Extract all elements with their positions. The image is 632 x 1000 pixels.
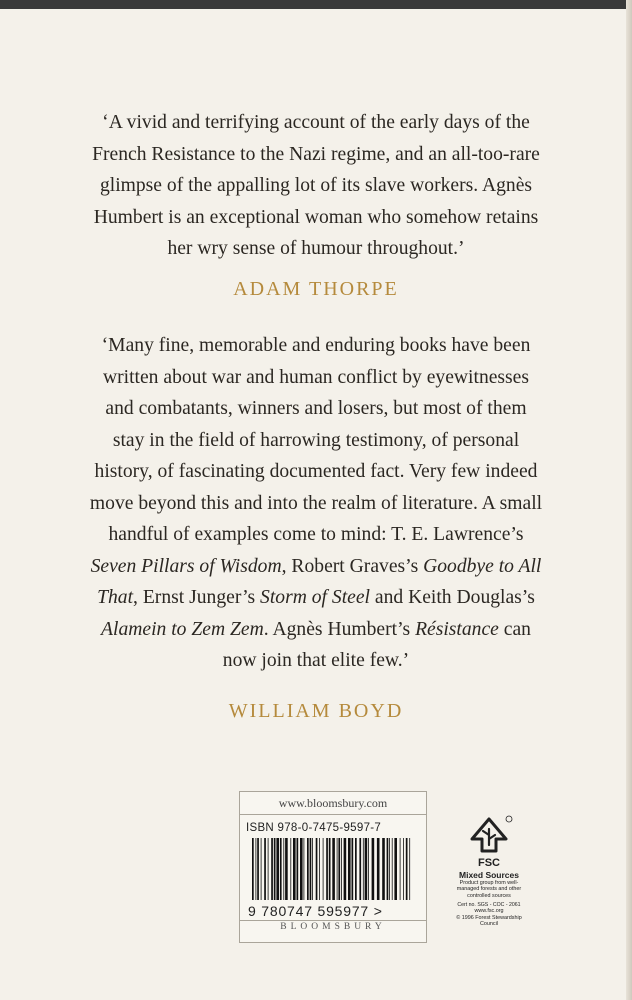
quote-text-part: . Agnès Humbert’s — [263, 618, 416, 640]
cover-right-edge — [626, 0, 632, 1000]
divider — [240, 920, 426, 921]
fsc-description: Product group from well-managed forests and other controlled sources — [456, 880, 522, 899]
divider — [240, 814, 426, 815]
book-title-resistance: Résistance — [415, 618, 499, 640]
book-title-alamein: Alamein to Zem Zem — [101, 618, 264, 640]
barcode-panel — [239, 791, 427, 943]
quote-text-part: , Ernst Junger’s — [133, 587, 261, 608]
isbn-label: ISBN 978-0-7475-9597-7 — [246, 822, 382, 834]
fsc-name: FSC — [478, 857, 500, 869]
attribution-adam-thorpe: ADAM THORPE — [233, 278, 399, 300]
quote-text-part: , Robert Graves’s — [281, 555, 424, 577]
fsc-mixed-sources: Mixed Sources — [459, 870, 519, 880]
quote-william-boyd — [88, 330, 544, 677]
book-title-storm-of-steel: Storm of Steel — [260, 587, 370, 608]
fsc-copyright: © 1996 Forest Stewardship Council — [456, 914, 522, 928]
fsc-certification — [450, 815, 528, 927]
fsc-url: www.fsc.org — [474, 908, 504, 915]
quote-text-part: can now join that elite few.’ — [222, 618, 531, 671]
barcode-icon — [252, 838, 414, 900]
cover-top-edge — [0, 0, 632, 9]
fsc-tree-logo-icon — [464, 815, 514, 855]
book-title-goodbye: Goodbye to All That — [97, 555, 542, 608]
quote-text-part: and Keith Douglas’s — [369, 587, 535, 608]
book-title-seven-pillars: Seven Pillars of Wisdom — [90, 555, 282, 577]
publisher-name: BLOOMSBURY — [280, 922, 386, 932]
quote-adam-thorpe: ‘A vivid and terrifying account of the early days of the French Resistance to the Nazi regime, and an all-too-rare glimpse of the appalling lot of its slave workers. Agnès Humbert is an exceptional woman who somehow retains her wry sense of humour throughout.’ — [92, 112, 540, 259]
ean-digits: 9 780747 595977 > — [248, 903, 383, 919]
quote-text-part: ‘Many fine, memorable and enduring books have been written about war and human conflict by eyewitnesses and combatants, winners and losers, but most of them stay in the field of harrowing testimony, of personal history, of fascinating documented fact. Very few indeed move beyond this and into the realm of literature. A small handful of examples come to mind: T. E. Lawrence’s — [89, 335, 543, 545]
fsc-cert-number: Cert no. SGS - COC - 2061 — [457, 902, 521, 909]
attribution-william-boyd: WILLIAM BOYD — [228, 700, 404, 722]
publisher-url: www.bloomsbury.com — [278, 796, 388, 810]
